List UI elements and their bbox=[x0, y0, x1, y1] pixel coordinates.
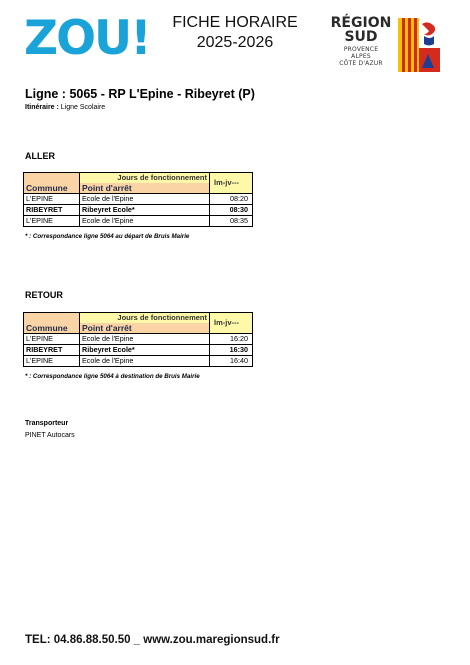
transporteur-label: Transporteur bbox=[25, 420, 69, 427]
zou-logo-text: ZOU bbox=[24, 11, 131, 66]
aller-row-time: 08:30 bbox=[210, 205, 253, 216]
region-logo-line5: CÔTE D'AZUR bbox=[339, 60, 383, 67]
table-row bbox=[24, 205, 253, 216]
table-row bbox=[24, 345, 253, 356]
retour-section-title: RETOUR bbox=[25, 290, 63, 300]
aller-row-stop: Ribeyret Ecole* bbox=[80, 205, 210, 216]
retour-timetable bbox=[23, 312, 253, 367]
aller-timetable bbox=[23, 172, 253, 227]
region-logo-line1: RÉGION bbox=[330, 15, 392, 31]
retour-row-stop: Ecole de l'Epine bbox=[80, 334, 210, 345]
aller-note: * : Correspondance ligne 5064 au départ de Bruis Mairie bbox=[25, 233, 190, 240]
region-logo-line3: PROVENCE bbox=[343, 46, 379, 53]
retour-col-point: Point d'arrêt bbox=[80, 323, 210, 334]
table-row bbox=[24, 194, 253, 205]
region-logo-line2: SUD bbox=[344, 29, 378, 45]
document-title-line1: FICHE HORAIRE bbox=[172, 14, 298, 31]
document-title-year: 2025-2026 bbox=[196, 34, 274, 51]
table-row bbox=[24, 356, 253, 367]
zou-logo-mark: ! bbox=[130, 11, 150, 66]
region-sud-logo bbox=[330, 16, 442, 76]
aller-row-time: 08:20 bbox=[210, 194, 253, 205]
retour-row-time: 16:30 bbox=[210, 345, 253, 356]
retour-col-commune: Commune bbox=[24, 323, 80, 334]
aller-section-title: ALLER bbox=[25, 151, 55, 161]
transporteur-value: PINET Autocars bbox=[25, 432, 75, 439]
region-flag-icon bbox=[398, 18, 440, 72]
aller-row-commune: RIBEYRET bbox=[24, 205, 80, 216]
aller-col-point: Point d'arrêt bbox=[80, 183, 210, 194]
retour-row-commune: RIBEYRET bbox=[24, 345, 80, 356]
retour-note: * : Correspondance ligne 5064 à destination de Bruis Mairie bbox=[25, 373, 200, 380]
table-row bbox=[24, 334, 253, 345]
line-title: Ligne : 5065 - RP L'Epine - Ribeyret (P) bbox=[25, 87, 255, 101]
zou-logo bbox=[24, 11, 154, 66]
itinerary-value: Ligne Scolaire bbox=[58, 104, 106, 111]
document-title bbox=[160, 13, 310, 53]
region-logo-line4: ALPES bbox=[351, 53, 371, 60]
table-row bbox=[24, 216, 253, 227]
retour-header-days: lm-jv--- bbox=[210, 313, 253, 334]
retour-row-stop: Ribeyret Ecole* bbox=[80, 345, 210, 356]
itinerary-label: Itinéraire : bbox=[25, 104, 59, 111]
aller-header-jours: Jours de fonctionnement bbox=[80, 173, 210, 184]
retour-row-commune: L'EPINE bbox=[24, 356, 80, 367]
retour-row-stop: Ecole de l'Epine bbox=[80, 356, 210, 367]
retour-row-time: 16:20 bbox=[210, 334, 253, 345]
retour-header-jours: Jours de fonctionnement bbox=[80, 313, 210, 324]
aller-row-commune: L'EPINE bbox=[24, 194, 80, 205]
aller-header-days: lm-jv--- bbox=[210, 173, 253, 194]
footer-contact: TEL: 04.86.88.50.50 _ www.zou.maregionsud.fr bbox=[25, 634, 280, 646]
retour-row-time: 16:40 bbox=[210, 356, 253, 367]
aller-row-time: 08:35 bbox=[210, 216, 253, 227]
aller-row-stop: Ecole de l'Epine bbox=[80, 194, 210, 205]
itinerary bbox=[25, 104, 105, 111]
aller-col-commune: Commune bbox=[24, 183, 80, 194]
retour-row-commune: L'EPINE bbox=[24, 334, 80, 345]
aller-row-stop: Ecole de l'Epine bbox=[80, 216, 210, 227]
region-logo-text bbox=[330, 16, 392, 67]
aller-row-commune: L'EPINE bbox=[24, 216, 80, 227]
